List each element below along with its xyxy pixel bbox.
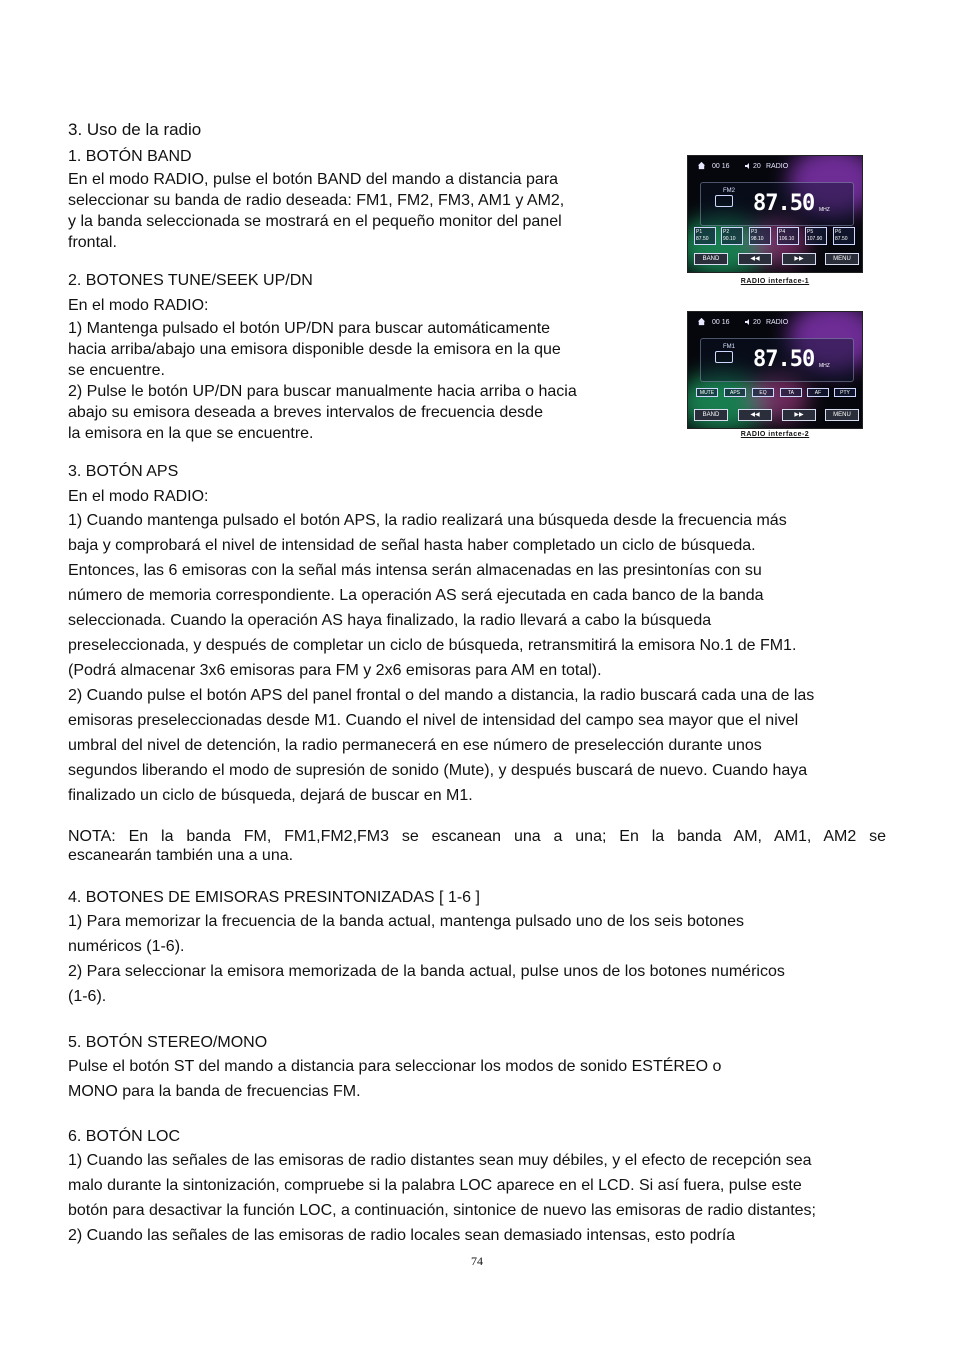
status-bar [688,156,862,178]
home-icon [697,317,706,326]
frequency-panel [700,338,854,382]
text-line: preseleccionada, y después de completar un ciclo de búsqueda, retransmitirá la emisora No.1 de FM1. [68,637,797,654]
band-button[interactable]: BAND [694,253,728,265]
section-presets-heading: 4. BOTONES DE EMISORAS PRESINTONIZADAS [ 1-6 ] [68,889,480,906]
preset-label: P1 [696,229,703,235]
preset-label: P4 [779,229,786,235]
seek-down-button[interactable]: ◀◀ [738,253,772,265]
section-aps-intro: En el modo RADIO: [68,488,209,505]
clock: 00 16 [712,163,730,170]
volume-level: 20 [753,319,761,326]
section-tune-body [68,318,658,444]
text-line: 2) Para seleccionar la emisora memorizada de la banda actual, pulse unos de los botones numéricos [68,963,785,980]
figure-caption-2: RADIO interface-2 [740,431,810,438]
band-label: FM1 [723,344,735,350]
preset-label: P6 [835,229,842,235]
text-line: botón para desactivar la función LOC, a continuación, sintonice de nuevo las emisoras de radio distantes; [68,1202,816,1219]
seek-down-button[interactable]: ◀◀ [738,409,772,421]
radio-screenshot-2 [687,311,863,429]
page-number: 74 [471,1254,483,1268]
text-line: numéricos (1-6). [68,938,185,955]
status-bar [688,312,862,334]
text-line: MONO para la banda de frecuencias FM. [68,1083,361,1100]
text-line: emisoras preseleccionadas desde M1. Cuando el nivel de intensidad del campo sea mayor que el nivel [68,712,799,729]
text-line: seleccionar su banda de radio deseada: FM1, FM2, FM3, AM1 y AM2, [68,192,565,209]
section-stereo-body [68,1054,898,1104]
preset-button-2[interactable] [721,227,743,245]
text-line: Pulse el botón ST del mando a distancia para seleccionar los modos de sonido ESTÉREO o [68,1058,722,1075]
section-tune-intro: En el modo RADIO: [68,297,209,314]
volume-level: 20 [753,163,761,170]
section-band-heading: 1. BOTÓN BAND [68,148,192,165]
text-line: se encuentre. [68,362,165,379]
section-band-body [68,169,658,253]
text-line: finalizado un ciclo de búsqueda, dejará de buscar en M1. [68,787,473,804]
preset-label: P5 [807,229,814,235]
seek-up-button[interactable]: ▶▶ [782,409,816,421]
text-line: la emisora en la que se encuentre. [68,425,314,442]
mode-label: RADIO [766,163,789,170]
section-tune-heading: 2. BOTONES TUNE/SEEK UP/DN [68,272,313,289]
band-label: FM2 [723,188,735,194]
band-button[interactable]: BAND [694,409,728,421]
frequency-panel [700,182,854,226]
text-line: 2) Pulse le botón UP/DN para buscar manualmente hacia arriba o hacia [68,383,577,400]
speaker-icon [744,318,752,326]
text-line: seleccionada. Cuando la operación AS haya finalizado, la radio llevará a cabo la búsqueda [68,612,712,629]
text-line: hacia arriba/abajo una emisora disponible desde la emisora en la que [68,341,561,358]
ta-button[interactable]: TA [780,388,802,397]
preset-button-1[interactable] [694,227,716,245]
text-line: (Podrá almacenar 3x6 emisoras para FM y 2x6 emisoras para AM en total). [68,662,602,679]
frequency-unit: MHZ [819,207,830,213]
aps-button[interactable]: APS [724,388,746,397]
preset-frequency: 107.90 [807,236,823,242]
section-presets-body [68,909,898,1009]
preset-button-4[interactable] [777,227,799,245]
text-line: escanearán también una a una. [68,847,294,864]
mute-button[interactable]: MUTE [696,388,718,397]
preset-button-3[interactable] [749,227,771,245]
text-line: (1-6). [68,988,107,1005]
text-line: baja y comprobará el nivel de intensidad de señal hasta haber completado un ciclo de búsqueda. [68,537,756,554]
section-aps-body [68,508,898,808]
signal-icon [715,351,733,363]
mode-label: RADIO [766,319,789,326]
text-line: 1) Mantenga pulsado el botón UP/DN para buscar automáticamente [68,320,551,337]
figure-caption-1: RADIO interface-1 [740,278,810,285]
text-line: y la banda seleccionada se mostrará en el pequeño monitor del panel [68,213,562,230]
preset-label: P2 [723,229,730,235]
text-line: 1) Para memorizar la frecuencia de la banda actual, mantenga pulsado uno de los seis botones [68,913,744,930]
text-line: 1) Cuando las señales de las emisoras de radio distantes sean muy débiles, y el efecto de recepción sea [68,1152,812,1169]
text-line: En el modo RADIO, pulse el botón BAND del mando a distancia para [68,171,559,188]
text-line: malo durante la sintonización, compruebe si la palabra LOC aparece en el LCD. Si así fuera, pulse este [68,1177,802,1194]
preset-frequency: 106.10 [779,236,795,242]
page-title: 3. Uso de la radio [68,120,202,139]
signal-icon [715,195,733,207]
frequency-unit: MHZ [819,363,830,369]
preset-button-5[interactable] [805,227,827,245]
section-stereo-heading: 5. BOTÓN STEREO/MONO [68,1034,268,1051]
note-text [68,826,886,866]
text-line: frontal. [68,234,117,251]
text-line: NOTA: En la banda FM, FM1,FM2,FM3 se escanean una a una; En la banda AM, AM1, AM2 se [68,828,886,845]
clock: 00 16 [712,319,730,326]
home-icon [697,161,706,170]
text-line: 2) Cuando las señales de las emisoras de radio locales sean demasiado intensas, esto podría [68,1227,736,1244]
text-line: segundos liberando el modo de supresión de sonido (Mute), y después buscará de nuevo. Cuando haya [68,762,808,779]
text-line: 1) Cuando mantenga pulsado el botón APS, la radio realizará una búsqueda desde la frecuencia más [68,512,787,529]
text-line: número de memoria correspondiente. La operación AS será ejecutada en cada banco de la banda [68,587,764,604]
text-line: Entonces, las 6 emisoras con la señal más intensa serán almacenadas en las presintonías con su [68,562,762,579]
seek-up-button[interactable]: ▶▶ [782,253,816,265]
section-loc-heading: 6. BOTÓN LOC [68,1128,181,1145]
menu-button[interactable]: MENU [825,409,859,421]
text-line: umbral del nivel de detención, la radio permanecerá en ese número de preselección durante unos [68,737,762,754]
frequency-display: 87.50 [753,347,815,372]
preset-frequency: 87.50 [835,236,848,242]
speaker-icon [744,162,752,170]
preset-frequency: 87.50 [696,236,709,242]
radio-screenshot-1 [687,155,863,273]
frequency-display: 87.50 [753,191,815,216]
eq-button[interactable]: EQ [752,388,774,397]
section-aps-heading: 3. BOTÓN APS [68,463,179,480]
text-line: abajo su emisora deseada a breves intervalos de frecuencia desde [68,404,543,421]
text-line: 2) Cuando pulse el botón APS del panel frontal o del mando a distancia, la radio buscará cada una de las [68,687,815,704]
pty-button[interactable]: PTY [834,388,856,397]
af-button[interactable]: AF [807,388,829,397]
preset-button-6[interactable] [833,227,855,245]
menu-button[interactable]: MENU [825,253,859,265]
preset-label: P3 [751,229,758,235]
preset-frequency: 90.10 [723,236,736,242]
preset-frequency: 98.10 [751,236,764,242]
section-loc-body [68,1148,898,1248]
